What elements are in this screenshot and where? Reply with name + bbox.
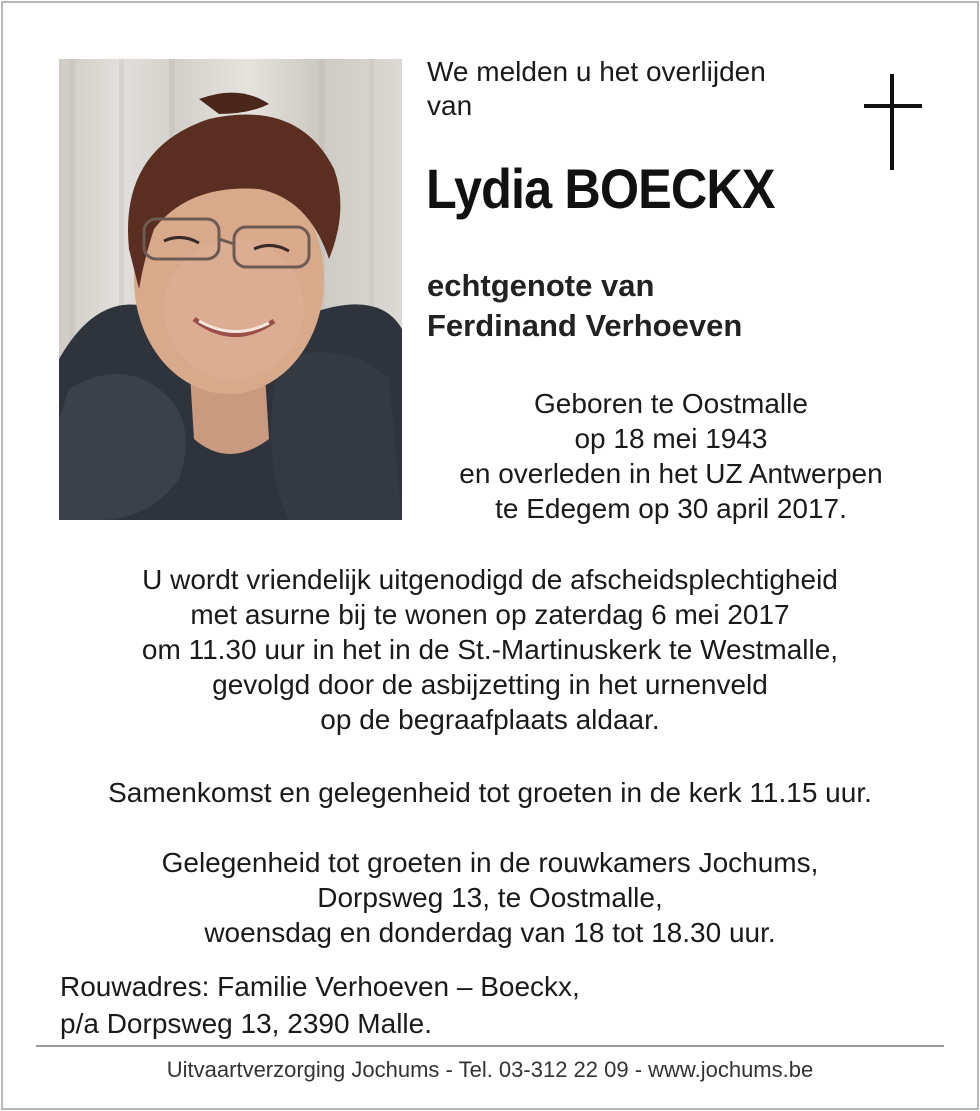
- born-line: te Edegem op 30 april 2017.: [495, 493, 847, 524]
- invite-line: gevolgd door de asbijzetting in het urnenveld: [212, 669, 768, 700]
- meeting-text: Samenkomst en gelegenheid tot groeten in de kerk 11.15 uur.: [108, 777, 872, 808]
- invite-line: met asurne bij te wonen op zaterdag 6 mei 2017: [190, 599, 790, 630]
- intro-text: [427, 55, 766, 123]
- born-line: en overleden in het UZ Antwerpen: [459, 458, 883, 489]
- portrait-illustration: [59, 59, 402, 520]
- deceased-name: Lydia BOECKX: [426, 157, 775, 220]
- visitation-text: [40, 845, 940, 950]
- birth-death-text: [430, 386, 912, 526]
- mourning-address: [60, 968, 580, 1042]
- intro-line: van: [427, 90, 473, 121]
- visit-line: woensdag en donderdag van 18 tot 18.30 uur.: [204, 917, 776, 948]
- funeral-home-footer: Uitvaartverzorging Jochums - Tel. 03-312 22 09 - www.jochums.be: [166, 1057, 814, 1082]
- born-line: Geboren te Oostmalle: [534, 388, 808, 419]
- invite-line: U wordt vriendelijk uitgenodigd de afscheidsplechtigheid: [142, 564, 838, 595]
- address-line: Rouwadres: Familie Verhoeven – Boeckx,: [60, 971, 580, 1002]
- invite-line: om 11.30 uur in het in de St.-Martinuskerk te Westmalle,: [141, 634, 839, 665]
- visit-line: Gelegenheid tot groeten in de rouwkamers Jochums,: [161, 847, 819, 878]
- address-line: p/a Dorpsweg 13, 2390 Malle.: [60, 1008, 432, 1039]
- visit-line: Dorpsweg 13, te Oostmalle,: [317, 882, 663, 913]
- cross-icon: [864, 74, 922, 170]
- born-line: op 18 mei 1943: [574, 423, 768, 454]
- spouse-line: echtgenote van: [427, 268, 655, 303]
- spouse-line: Ferdinand Verhoeven: [427, 308, 743, 343]
- invitation-text: [40, 562, 940, 737]
- footer-divider: [36, 1045, 944, 1047]
- invite-line: op de begraafplaats aldaar.: [320, 704, 660, 735]
- intro-line: We melden u het overlijden: [427, 56, 766, 87]
- portrait-photo: [59, 59, 402, 520]
- spouse-text: [427, 266, 742, 346]
